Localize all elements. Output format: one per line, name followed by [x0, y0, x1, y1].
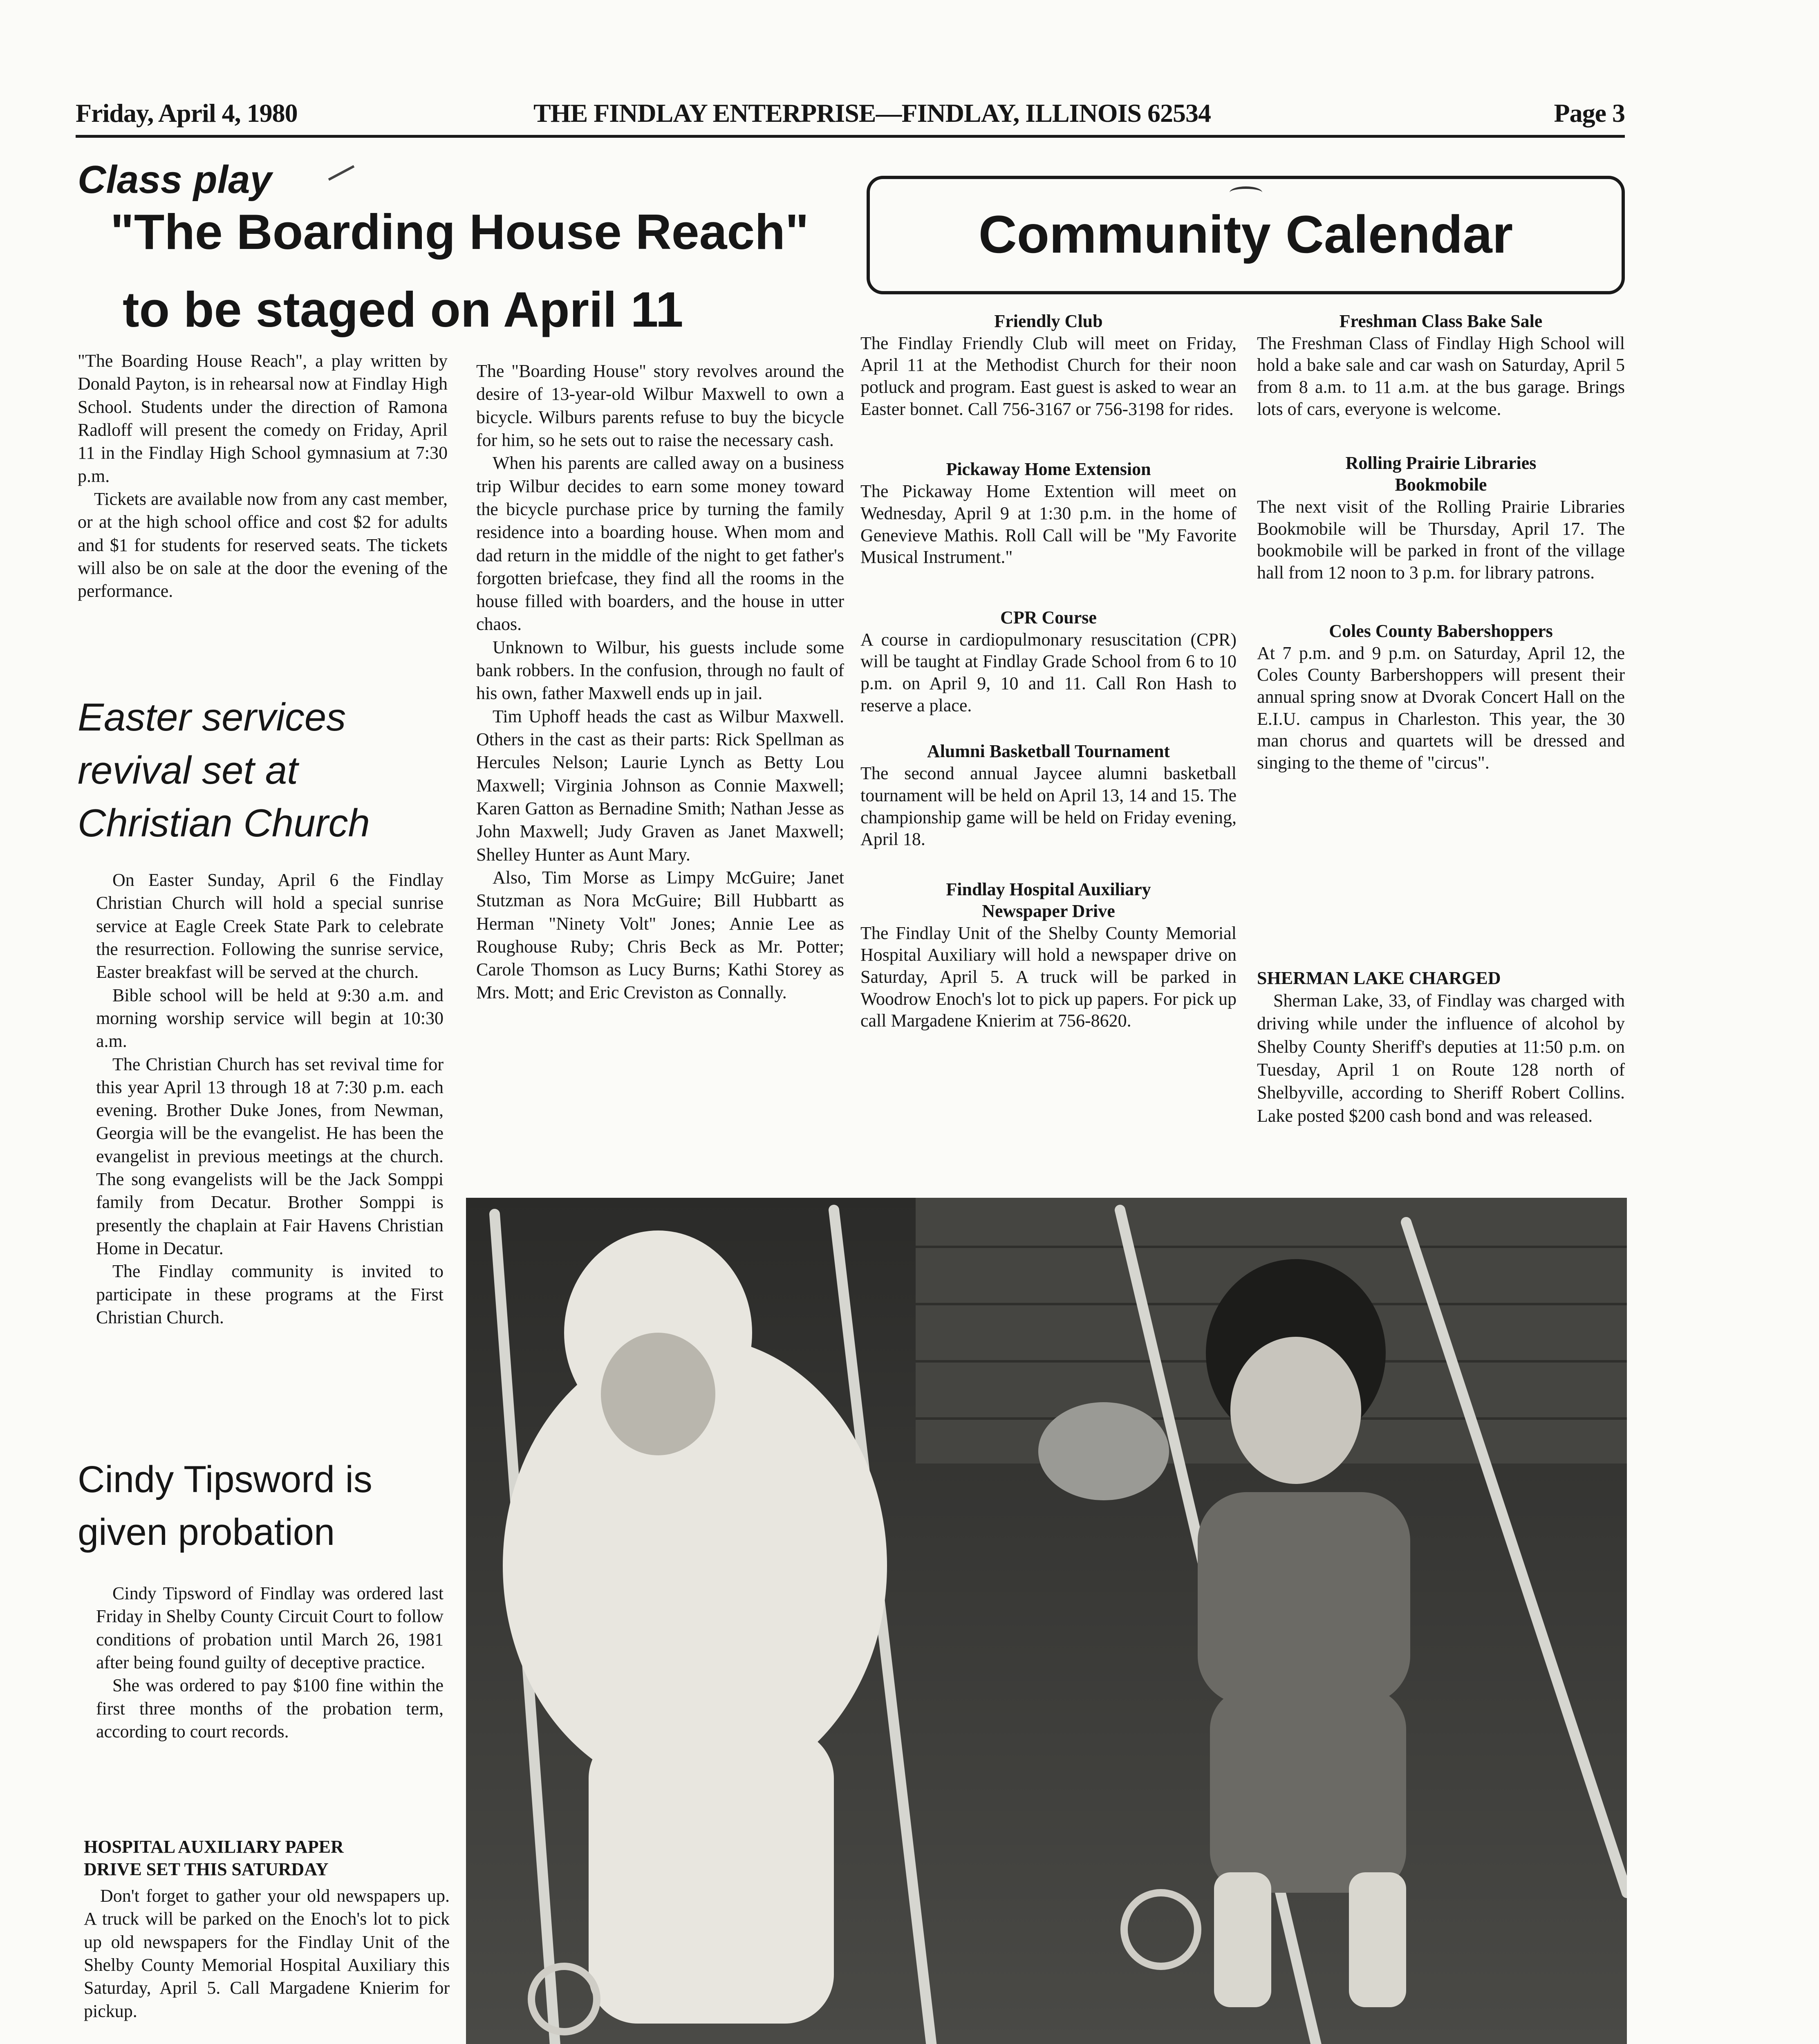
paper-name: THE FINDLAY ENTERPRISE—FINDLAY, ILLINOIS 62534 — [533, 99, 1211, 128]
class-play-kicker: Class play — [78, 158, 272, 202]
calendar-banner — [867, 176, 1625, 294]
paper-drive-text: Don't forget to gather your old newspapers up. A truck will be parked on the Enoch's lot to pick up old newspapers for the Findlay Unit of the Shelby County Memorial Hospital Auxiliary this Saturday, April 5. Call Margadene Knierim for pickup. — [84, 1886, 450, 2021]
class-play-p7: Also, Tim Morse as Limpy McGuire; Janet Stutzman as Nora McGuire; Bill Hubbartt as Herman "Ninety Volt" Jones; Annie Lee as Roughouse Ruby; Chris Beck as Mr. Potter; Carole Thomson as Lucy Burns; Kathi Storey as Mrs. Mott; and Eric Creviston as Connally. — [476, 867, 844, 1003]
class-play-subheadline: to be staged on April 11 — [123, 282, 683, 337]
calendar-left-column — [860, 311, 1237, 1032]
probation-p2: She was ordered to pay $100 fine within the first three months of the probation term, according to court records. — [96, 1675, 444, 1741]
cal-alumni-body: The second annual Jaycee alumni basketball tournament will be held on April 13, 14 and 15. The championship game will be held on Friday evening, April 18. — [860, 763, 1237, 849]
cal-hospital-body: The Findlay Unit of the Shelby County Memorial Hospital Auxiliary will hold a newspaper drive on Saturday, April 5. A truck will be parked in Woodrow Enoch's lot to pick up papers. For pick up call Margadene Knierim at 756-8620. — [860, 923, 1237, 1031]
class-play-p2: Tickets are available now from any cast member, or at the high school office and cost $2 for adults and $1 for students for reserved seats. The tickets will also be on sale at the door the evening of the performance. — [78, 489, 448, 601]
sherman-text: Sherman Lake, 33, of Findlay was charged with driving while under the influence of alcohol by Shelby County Sheriff's deputies at 11:50 p.m. on Tuesday, April 1 on Route 128 north of Shelbyville, according to Sheriff Robert Collins. Lake posted $200 cash bond and was released. — [1257, 991, 1625, 1126]
easter-p4: The Findlay community is invited to participate in these programs at the First Christian Church. — [96, 1261, 444, 1327]
probation-headline-line2: given probation — [78, 1511, 335, 1553]
easter-headline — [78, 691, 370, 850]
cal-bookmobile-body: The next visit of the Rolling Prairie Libraries Bookmobile will be Thursday, April 17. The bookmobile will be parked in front of the village hall from 12 noon to 3 p.m. for library patrons. — [1257, 497, 1625, 583]
calendar-title: Community Calendar — [978, 204, 1513, 264]
easter-p2: Bible school will be held at 9:30 a.m. and morning worship service will begin at 10:30 a.m. — [96, 985, 444, 1051]
paper-drive-headline — [84, 1836, 344, 1880]
masthead — [76, 98, 1625, 138]
class-play-p5: Unknown to Wilbur, his guests include some bank robbers. In the confusion, through no fault of his own, father Maxwell ends up in jail. — [476, 637, 844, 704]
cal-barbershop-body: At 7 p.m. and 9 p.m. on Saturday, April 12, the Coles County Barbershoppers will present their annual spring snow at Dvorak Concert Hall on the E.I.U. campus in Charleston. This year, the 30 man chorus and quartets will be dressed and singing to the theme of "circus". — [1257, 643, 1625, 773]
easter-p1: On Easter Sunday, April 6 the Findlay Christian Church will hold a special sunrise service at Eagle Creek State Park to celebrate the resurrection. Following the sunrise service, Easter breakfast will be served at the church. — [96, 870, 444, 982]
cal-bakesale-body: The Freshman Class of Findlay High School will hold a bake sale and car wash on Saturday, April 5 from 8 a.m. to 11 a.m. at the bus garage. Brings lots of cars, everyone is welcome. — [1257, 333, 1625, 419]
paper-drive-body — [84, 1885, 450, 2023]
paper-drive-headline-line2: DRIVE SET THIS SATURDAY — [84, 1859, 329, 1879]
cal-bookmobile-title: Rolling Prairie Libraries Bookmobile — [1345, 453, 1537, 495]
easter-photo — [466, 1198, 1627, 2044]
cal-pickaway-title: Pickaway Home Extension — [946, 459, 1151, 480]
cal-friendly-title: Friendly Club — [994, 311, 1103, 331]
class-play-col2 — [476, 360, 844, 1004]
sherman-headline: SHERMAN LAKE CHARGED — [1257, 968, 1501, 988]
easter-p3: The Christian Church has set revival time for this year April 13 through 18 at 7:30 p.m. each evening. Brother Duke Jones, from Newman, Georgia will be the evangelist. He has been the evangelist in previous meetings at the church. The song evangelists will be the Jack Somppi family from Decatur. Brother Somppi is presently the chaplain at Fair Havens Christian Home in Decatur. — [96, 1054, 444, 1258]
class-play-col1 — [78, 350, 448, 603]
cal-friendly-body: The Findlay Friendly Club will meet on Friday, April 11 at the Methodist Church for their noon potluck and program. East guest is asked to wear an Easter bonnet. Call 756-3167 or 756-3198 for rides. — [860, 333, 1237, 419]
probation-body — [96, 1582, 444, 1743]
calendar-right-column — [1257, 311, 1625, 774]
cal-pickaway-body: The Pickaway Home Extention will meet on Wednesday, April 9 at 1:30 p.m. in the home of Genevieve Mathis. Roll Call will be "My Favorite Musical Instrument." — [860, 481, 1237, 567]
easter-headline-line3: Christian Church — [78, 801, 370, 845]
probation-headline — [78, 1453, 372, 1559]
cal-alumni-title: Alumni Basketball Tournament — [927, 741, 1170, 762]
probation-p1: Cindy Tipsword of Findlay was ordered last Friday in Shelby County Circuit Court to follow conditions of probation until March 26, 1981 after being found guilty of deceptive practice. — [96, 1583, 444, 1672]
kicker-rule — [328, 165, 355, 181]
calendar-ornament — [1230, 186, 1262, 199]
class-play-p4: When his parents are called away on a business trip Wilbur decides to earn some money toward the bicycle purchase price by turning the family residence into a boarding house. When mom and dad return in the middle of the night to get father's forgotten briefcase, they find all the rooms in the house filled with boarders, and the house in utter chaos. — [476, 453, 844, 634]
probation-headline-line1: Cindy Tipsword is — [78, 1459, 372, 1500]
cal-bakesale-title: Freshman Class Bake Sale — [1339, 311, 1543, 331]
issue-date: Friday, April 4, 1980 — [76, 99, 298, 128]
paper-drive-headline-line1: HOSPITAL AUXILIARY PAPER — [84, 1837, 344, 1857]
easter-body — [96, 869, 444, 1329]
easter-headline-line2: revival set at — [78, 748, 298, 792]
easter-headline-line1: Easter services — [78, 695, 346, 739]
cal-barbershop-title: Coles County Babershoppers — [1329, 621, 1553, 641]
page-number: Page 3 — [1554, 99, 1625, 128]
class-play-headline: "The Boarding House Reach" — [110, 204, 809, 260]
cal-cpr-body: A course in cardiopulmonary resuscitation (CPR) will be taught at Findlay Grade School from 6 to 10 p.m. on April 9, 10 and 11. Call Ron Hash to reserve a place. — [860, 629, 1237, 715]
cal-hospital-title: Findlay Hospital Auxiliary Newspaper Drive — [946, 879, 1151, 921]
cal-cpr-title: CPR Course — [1000, 607, 1097, 628]
class-play-p3: The "Boarding House" story revolves around the desire of 13-year-old Wilbur Maxwell to own a bicycle. Wilburs parents refuse to buy the bicycle for him, so he sets out to raise the necessary cash. — [476, 361, 844, 450]
class-play-p1: "The Boarding House Reach", a play written by Donald Payton, is in rehearsal now at Findlay High School. Students under the direction of Ramona Radloff will present the comedy on Friday, April 11 in the Findlay High School gymnasium at 7:30 p.m. — [78, 351, 448, 486]
class-play-p6: Tim Uphoff heads the cast as Wilbur Maxwell. Others in the cast as their parts: Rick Spellman as Hercules Nelson; Laurie Lynch as Betty Lou Maxwell; Virginia Johnson as Connie Maxwell; Karen Gatton as Bernadine Smith; Nathan Jesse as John Maxwell; Judy Graven as Janet Maxwell; Shelley Hunter as Aunt Mary. — [476, 706, 844, 865]
stroller-photo-illustration — [466, 1198, 1627, 2044]
sherman-body — [1257, 989, 1625, 1127]
